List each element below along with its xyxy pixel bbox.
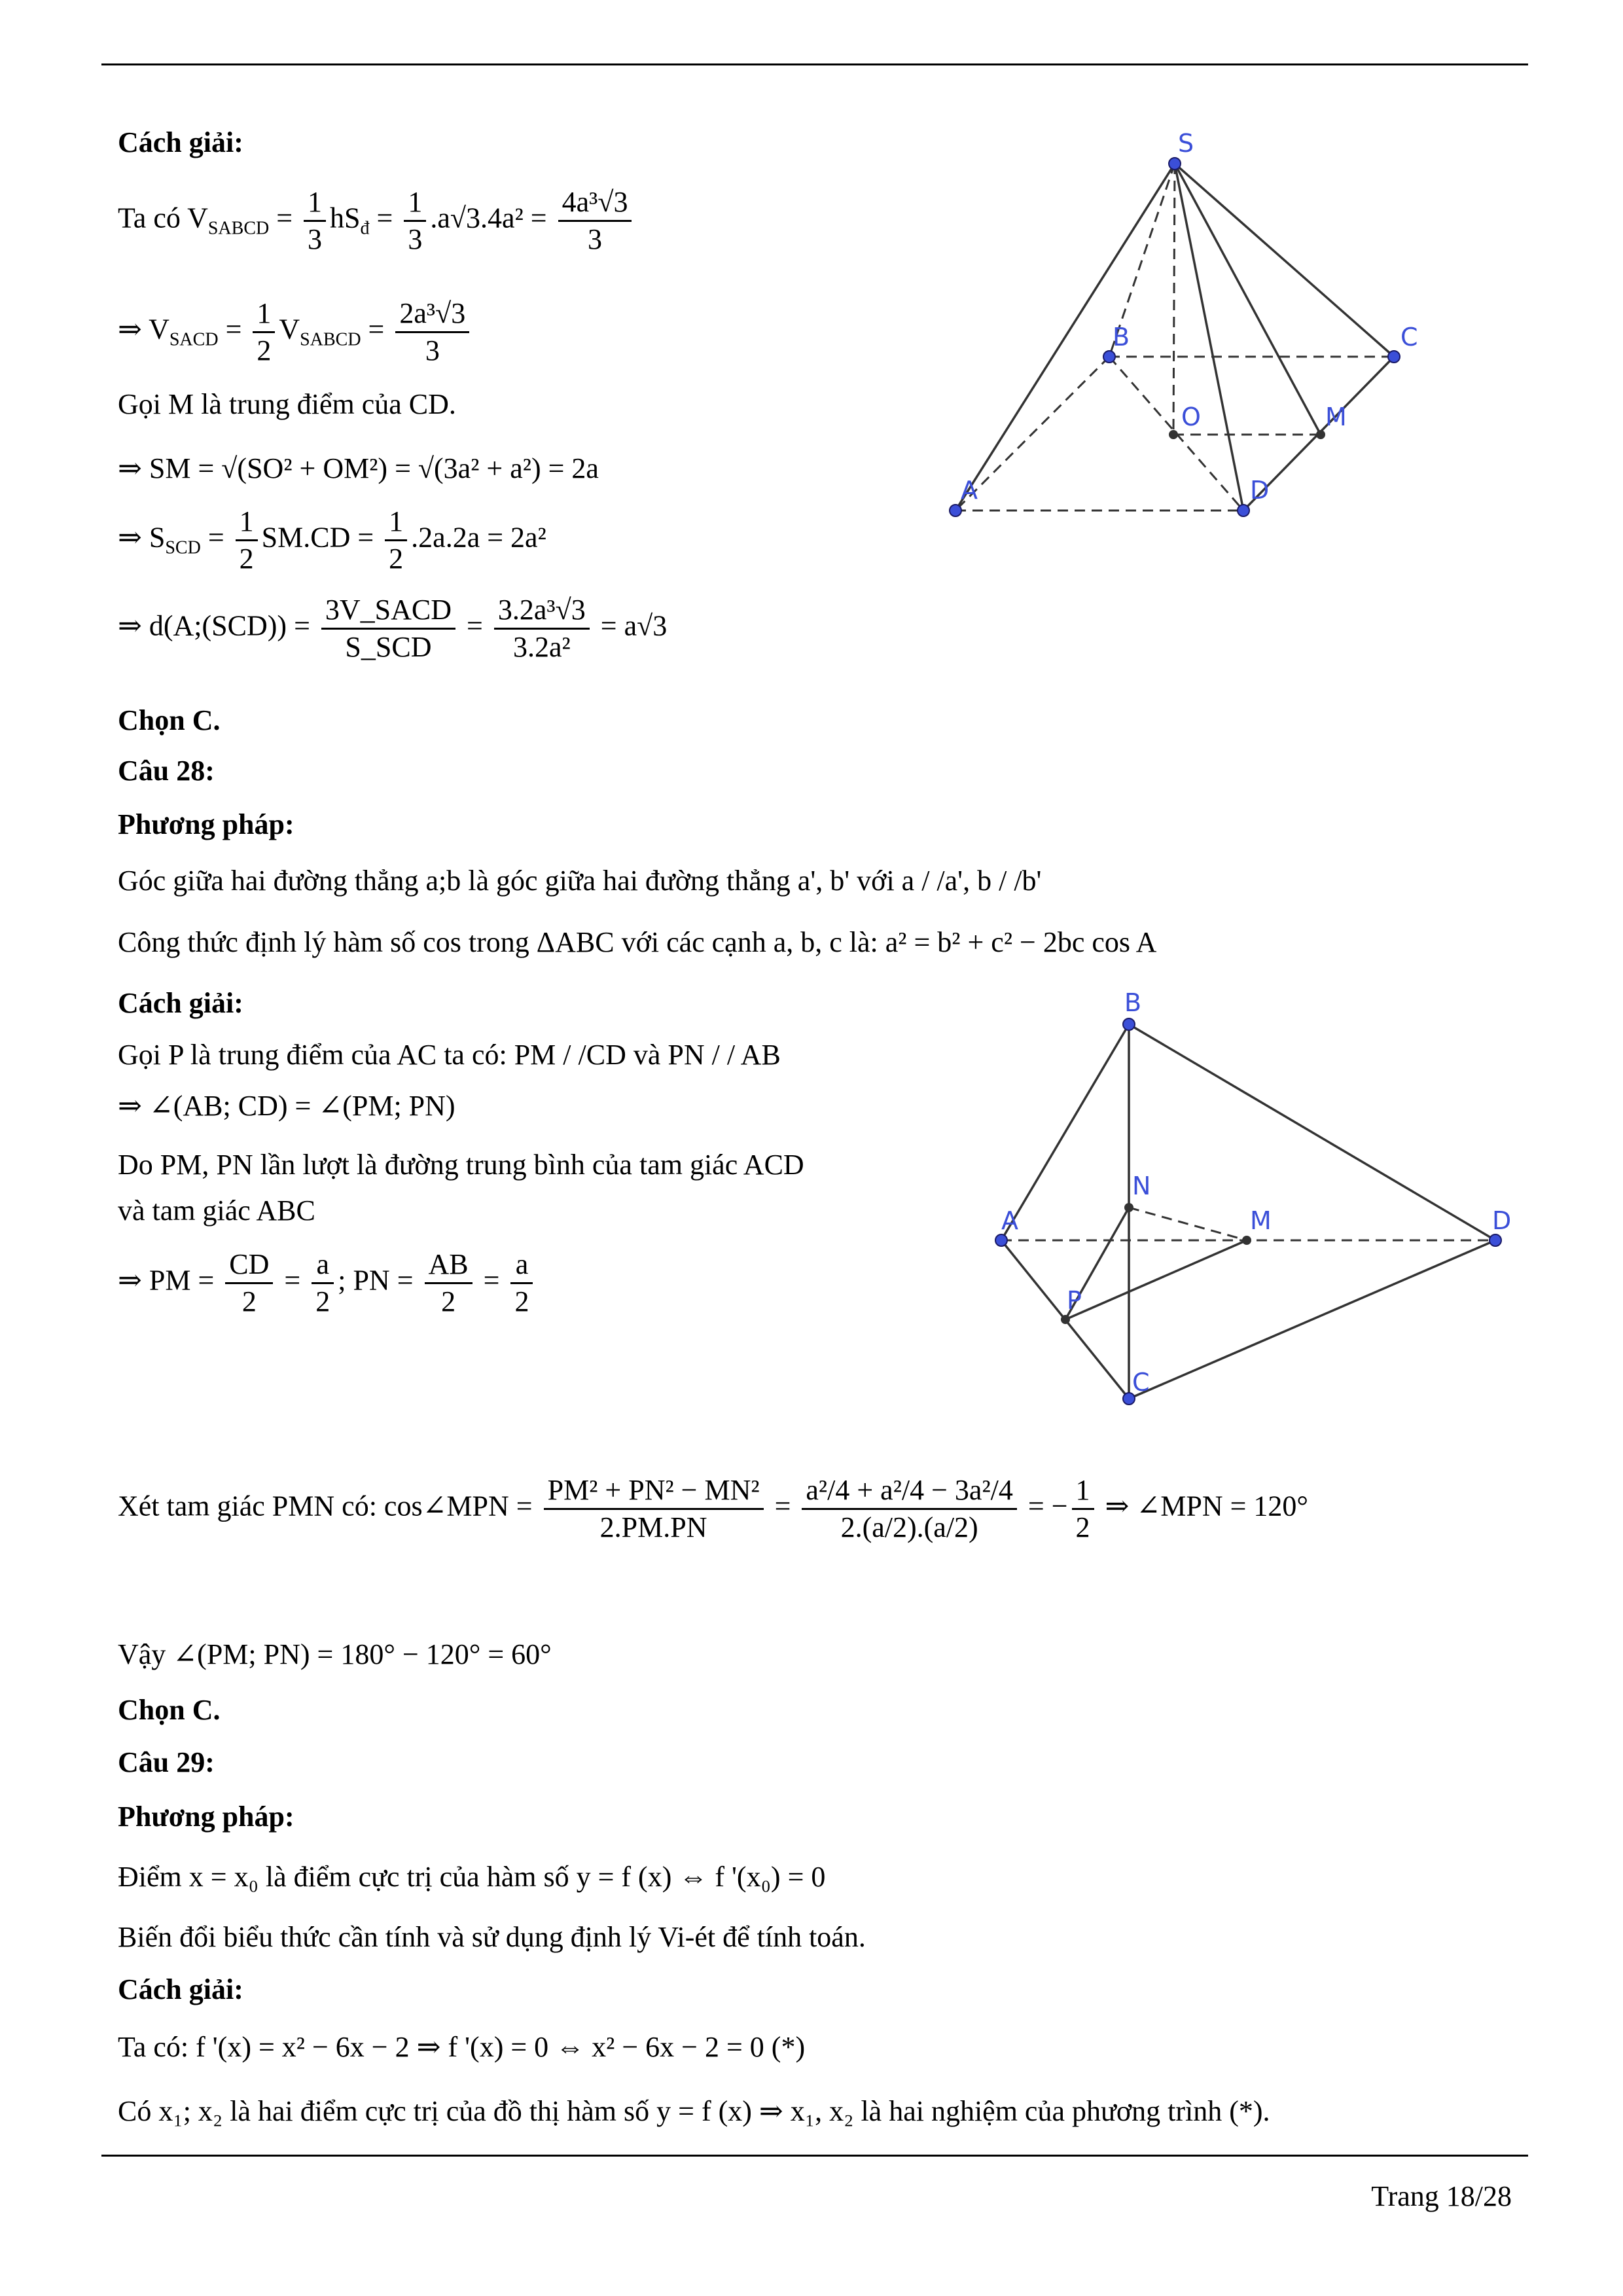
vertex-b2 <box>1123 1018 1135 1030</box>
q29-method-heading: Phương pháp: <box>118 1801 294 1833</box>
q28-step-1: Gọi P là trung điểm của AC ta có: PM / /CD và PN / / AB <box>118 1039 781 1071</box>
q27-area-formula: ⇒ $S_{SCD}$ = $\frac{1}{2}$ SM.CD = $\frac{1}{2}$ .2a.2a = 2a² <box>118 505 546 575</box>
page-number: Trang 18/28 <box>1371 2180 1512 2212</box>
q28-step-2: ⇒ ∠(AB; CD) = ∠(PM; PN) <box>118 1090 455 1122</box>
q28-step-6: Xét tam giác PMN có: cos∠MPN = $\frac{\text{PM² + PN² − MN²}}{2.PM.PN}$ = $\frac{\text{a²/4 + a²/4 − 3a²/4}}{2.(a/2).(a/2)}$ = − $\frac{1}{2}$ ⇒ ∠MPN = 120° <box>118 1474 1309 1543</box>
pyramid-figure <box>929 118 1505 537</box>
vertex-c <box>1388 351 1400 363</box>
point-m <box>1316 430 1325 439</box>
label-s: S <box>1178 129 1194 158</box>
q29-step-2: Có x₁; x₂ là hai điểm cực trị của đồ thị hàm số y = f (x) ⇒ x₁, x₂ là hai nghiệm của phương trình (*). <box>118 2095 1270 2127</box>
label-a: A <box>961 476 978 505</box>
q27-solution-heading: Cách giải: <box>118 126 243 158</box>
label-d2: D <box>1492 1206 1512 1235</box>
label-b2: B <box>1124 988 1142 1017</box>
q29-method-line-1: Điểm x = x₀ là điểm cực trị của hàm số y = f (x) ⇔ f '(x₀) = 0 <box>118 1861 826 1893</box>
q29-title: Câu 29: <box>118 1746 215 1778</box>
vertex-b <box>1103 351 1115 363</box>
q27-volume-formula: Ta có $V_{SABCD}$ = $\frac{1}{3}$ $hS_đ$ = $\frac{1}{3}$ .a√3.4a² = $\frac{\text{4a³√3}}{3}$ <box>118 185 635 257</box>
point-m2 <box>1242 1236 1251 1245</box>
label-m2: M <box>1250 1206 1272 1235</box>
label-o: O <box>1181 403 1201 431</box>
label-d: D <box>1250 476 1270 505</box>
q29-solution-heading: Cách giải: <box>118 1973 243 2005</box>
q28-answer: Chọn C. <box>118 1694 221 1726</box>
vertex-a <box>950 505 961 516</box>
q28-method-line-1: Góc giữa hai đường thẳng a;b là góc giữa hai đường thẳng a', b' với a / /a', b / /b' <box>118 865 1042 897</box>
header-rule <box>101 63 1528 65</box>
vertex-a2 <box>995 1234 1007 1246</box>
q28-method-heading: Phương pháp: <box>118 808 294 840</box>
vertex-d <box>1238 505 1249 516</box>
vertex-s <box>1169 158 1181 170</box>
q28-step-5: ⇒ PM = $\frac{CD}{2}$ = $\frac{a}{2}$ ; PN = $\frac{AB}{2}$ = $\frac{a}{2}$ <box>118 1247 537 1319</box>
q28-solution-heading: Cách giải: <box>118 987 243 1019</box>
q29-step-1: Ta có: f '(x) = x² − 6x − 2 ⇒ f '(x) = 0 ⇔ x² − 6x − 2 = 0 (*) <box>118 2031 806 2063</box>
q28-step-3: Do PM, PN lần lượt là đường trung bình của tam giác ACD <box>118 1149 804 1181</box>
q27-midpoint-text: Gọi M là trung điểm của CD. <box>118 388 456 420</box>
q29-method-line-2: Biến đổi biểu thức cần tính và sử dụng định lý Vi-ét để tính toán. <box>118 1921 866 1953</box>
tetrahedron-figure <box>982 982 1544 1427</box>
q27-distance-formula: ⇒ d(A;(SCD)) = $\frac{\text{3V\_SACD}}{\text{S\_SCD}}$ = $\frac{\text{3.2a³√3}}{\text{3.2a²}}$ = a√3 <box>118 594 668 663</box>
point-n <box>1124 1203 1133 1212</box>
q28-step-7: Vậy ∠(PM; PN) = 180° − 120° = 60° <box>118 1638 552 1670</box>
q27-sm-formula: ⇒ SM = √(SO² + OM²) = √(3a² + a²) = 2a <box>118 452 599 484</box>
label-a2: A <box>1001 1206 1018 1235</box>
q28-method-line-2: Công thức định lý hàm số cos trong ΔABC với các cạnh a, b, c là: a² = b² + c² − 2bc cos A <box>118 926 1157 958</box>
label-n: N <box>1132 1172 1151 1200</box>
label-p: P <box>1067 1286 1082 1315</box>
footer-rule <box>101 2155 1528 2157</box>
label-b: B <box>1113 323 1130 351</box>
q27-vsacd-formula: ⇒ $V_{SACD}$ = $\frac{1}{2}$ $V_{SABCD}$ = $\frac{\text{2a³√3}}{3}$ <box>118 296 473 368</box>
q28-step-4: và tam giác ABC <box>118 1194 315 1227</box>
vertex-d2 <box>1489 1234 1501 1246</box>
label-c2: C <box>1132 1368 1150 1397</box>
point-p <box>1061 1315 1070 1324</box>
q27-answer: Chọn C. <box>118 704 221 736</box>
point-o <box>1169 430 1178 439</box>
label-m: M <box>1325 403 1347 431</box>
label-c: C <box>1400 323 1418 351</box>
q28-title: Câu 28: <box>118 755 215 787</box>
